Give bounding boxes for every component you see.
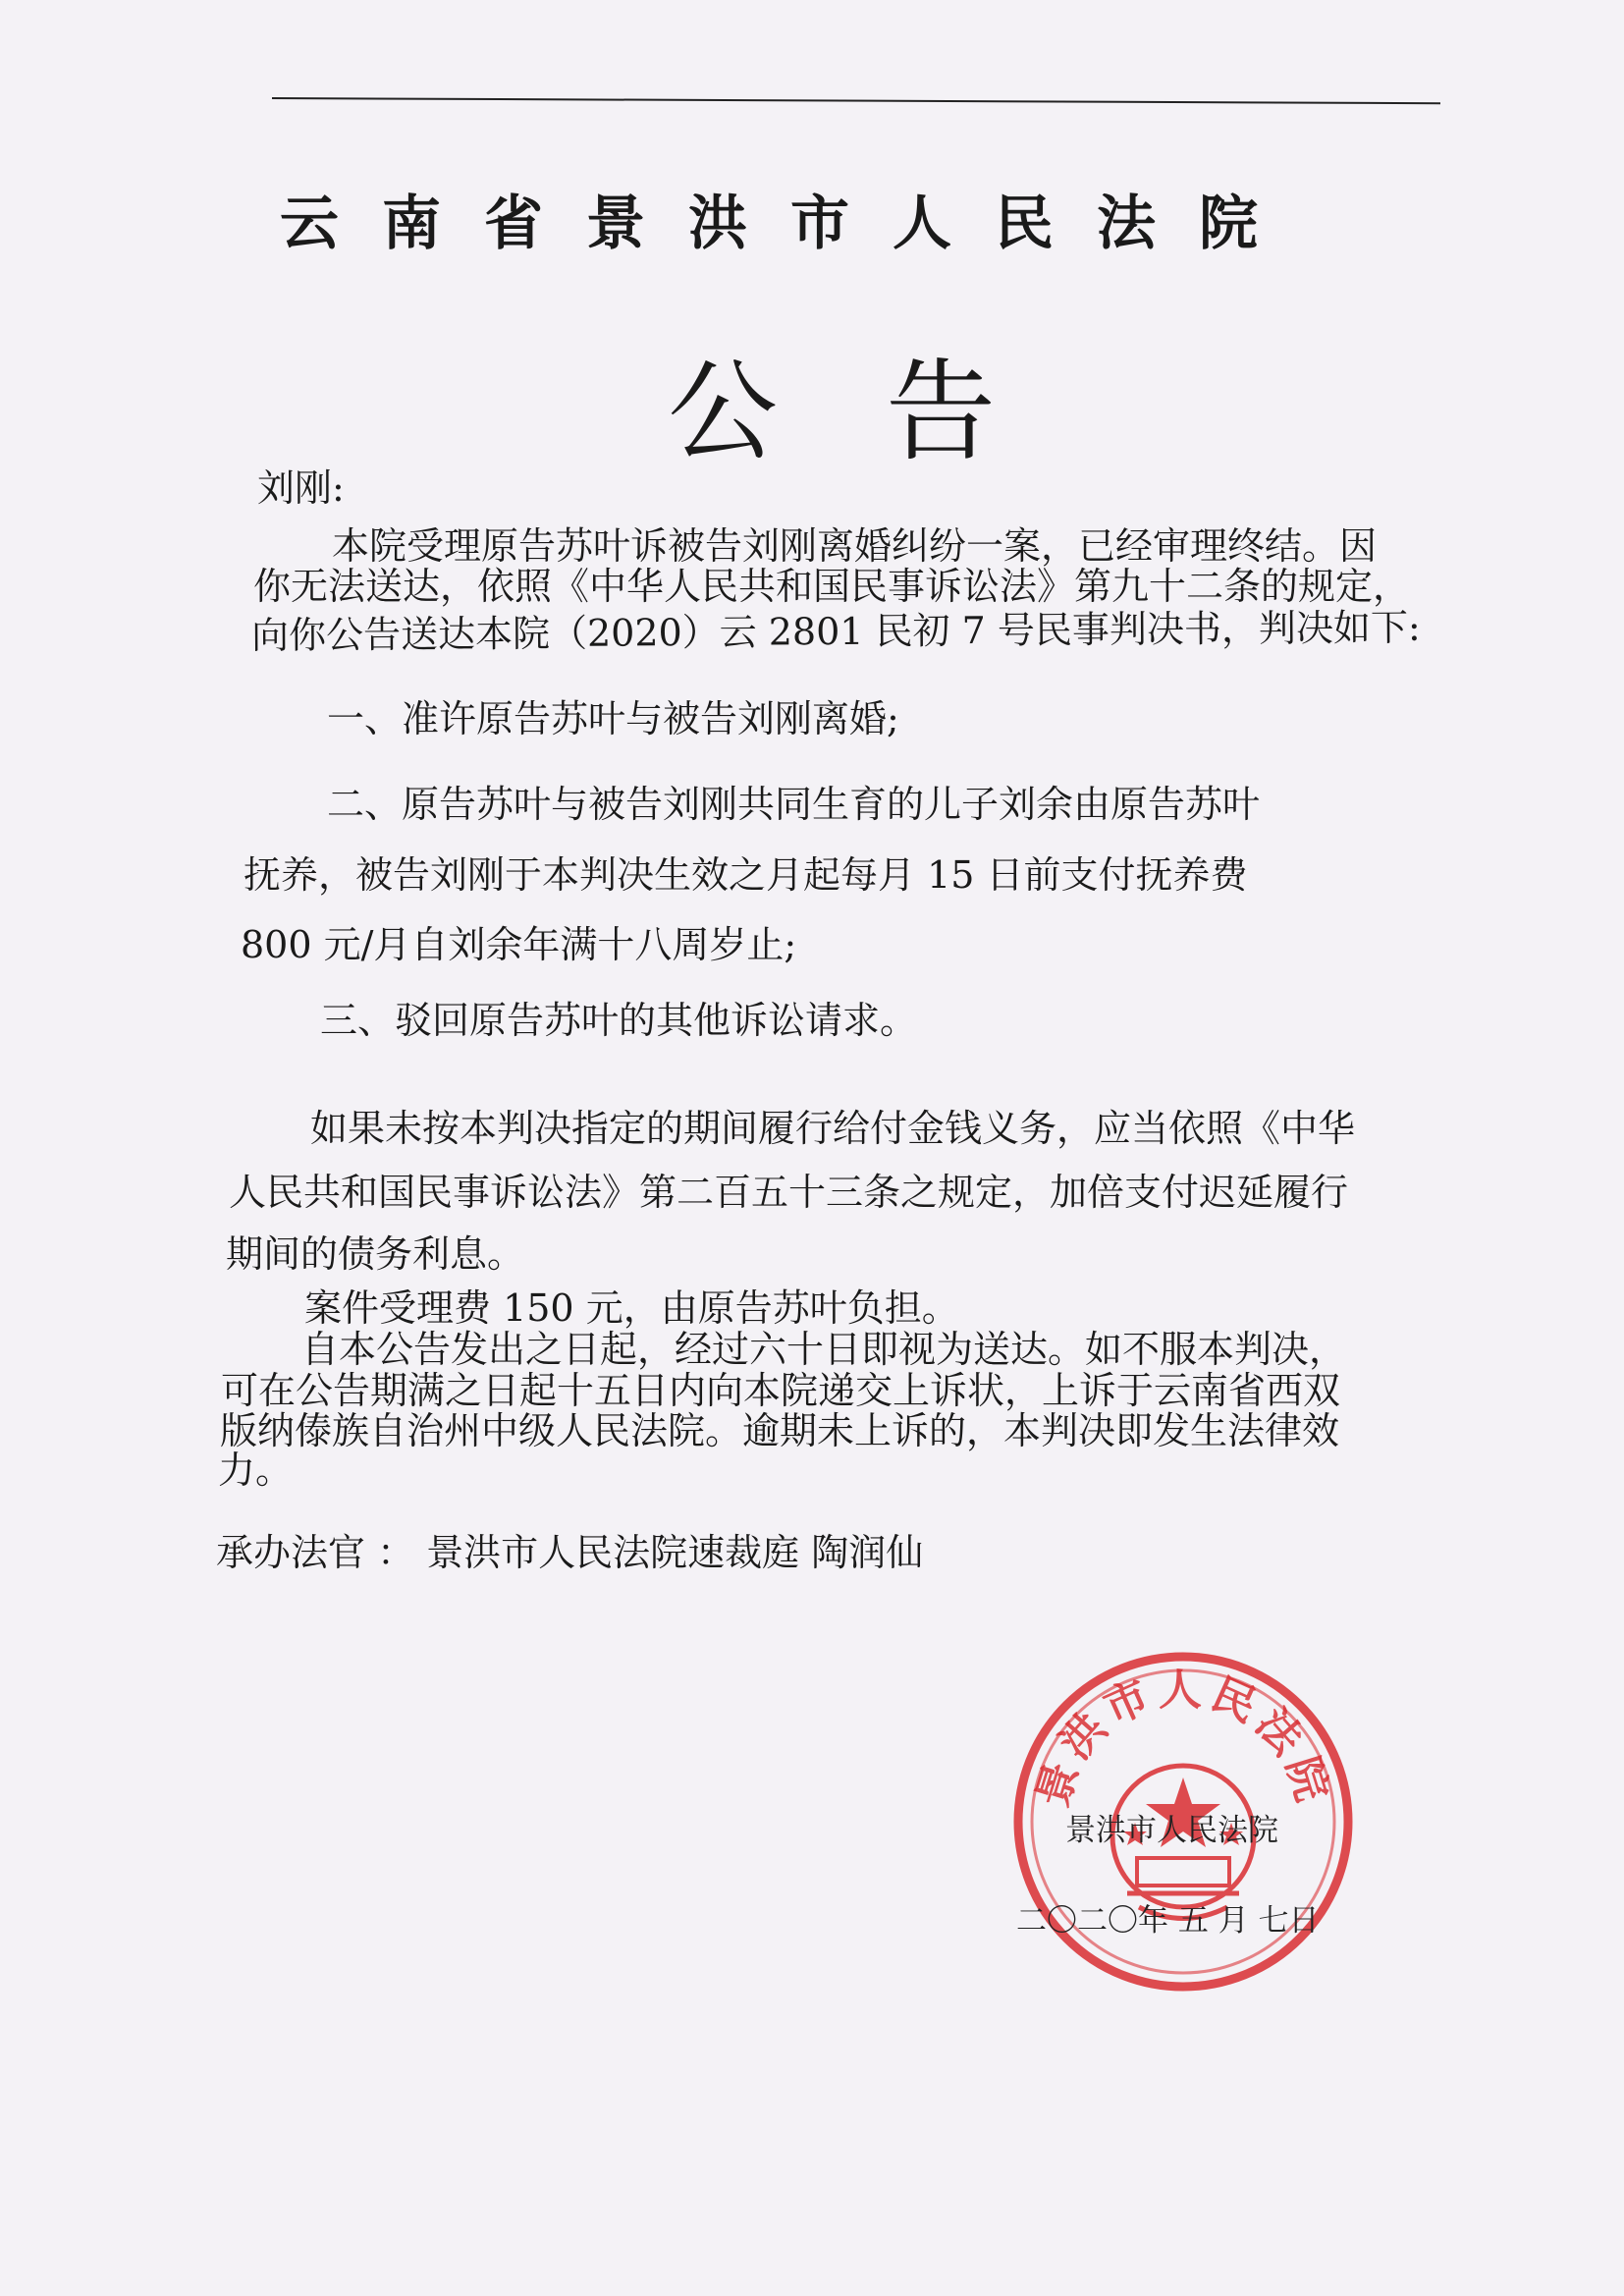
body-line: 人民共和国民事诉讼法》第二百五十三条之规定，加倍支付迟延履行 (229, 1171, 1349, 1214)
body-line: 案件受理费 150 元，由原告苏叶负担。 (304, 1286, 959, 1330)
body-line: 力。 (218, 1449, 294, 1492)
issue-date: 二〇二〇年 五 月 七日 (1016, 1903, 1320, 1939)
document-title: 公告 (668, 349, 1104, 476)
body-line: 自本公告发出之日起，经过六十日即视为送达。如不服本判决， (301, 1328, 1347, 1371)
body-line: 抚养，被告刘刚于本判决生效之月起每月 15 日前支付抚养费 (244, 853, 1248, 897)
svg-text:景洪市人民法院: 景洪市人民法院 (1027, 1665, 1339, 1813)
judgment-item: 二、原告苏叶与被告刘刚共同生育的儿子刘余由原告苏叶 (327, 783, 1261, 826)
body-line: 如果未按本判决指定的期间履行给付金钱义务，应当依照《中华 (310, 1107, 1356, 1150)
judge-line: 承办法官 ： 景洪市人民法院速裁庭 陶润仙 (216, 1531, 924, 1574)
top-rule (272, 97, 1440, 104)
body-line: 向你公告送达本院（2020）云 2801 民初 7 号民事判决书，判决如下: (250, 605, 1421, 658)
body-line: 版纳傣族自治州中级人民法院。逾期未上诉的，本判决即发生法律效 (220, 1409, 1340, 1452)
court-name: 云南省景洪市人民法院 (280, 190, 1301, 258)
body-line: 你无法送达，依照《中华人民共和国民事诉讼法》第九十二条的规定， (253, 565, 1411, 608)
body-line: 可在公告期满之日起十五日内向本院递交上诉状，上诉于云南省西双 (221, 1369, 1341, 1412)
judgment-item: 三、驳回原告苏叶的其他诉讼请求。 (320, 999, 918, 1042)
body-line: 本院受理原告苏叶诉被告刘刚离婚纠纷一案，已经审理终结。因 (332, 524, 1378, 568)
judgment-item: 一、准许原告苏叶与被告刘刚离婚; (327, 697, 899, 740)
addressee: 刘刚: (257, 466, 345, 510)
body-line: 800 元/月自刘余年满十八周岁止; (241, 923, 797, 966)
body-line: 期间的债务利息。 (226, 1232, 525, 1276)
issuer-name: 景洪市人民法院 (1065, 1813, 1278, 1848)
